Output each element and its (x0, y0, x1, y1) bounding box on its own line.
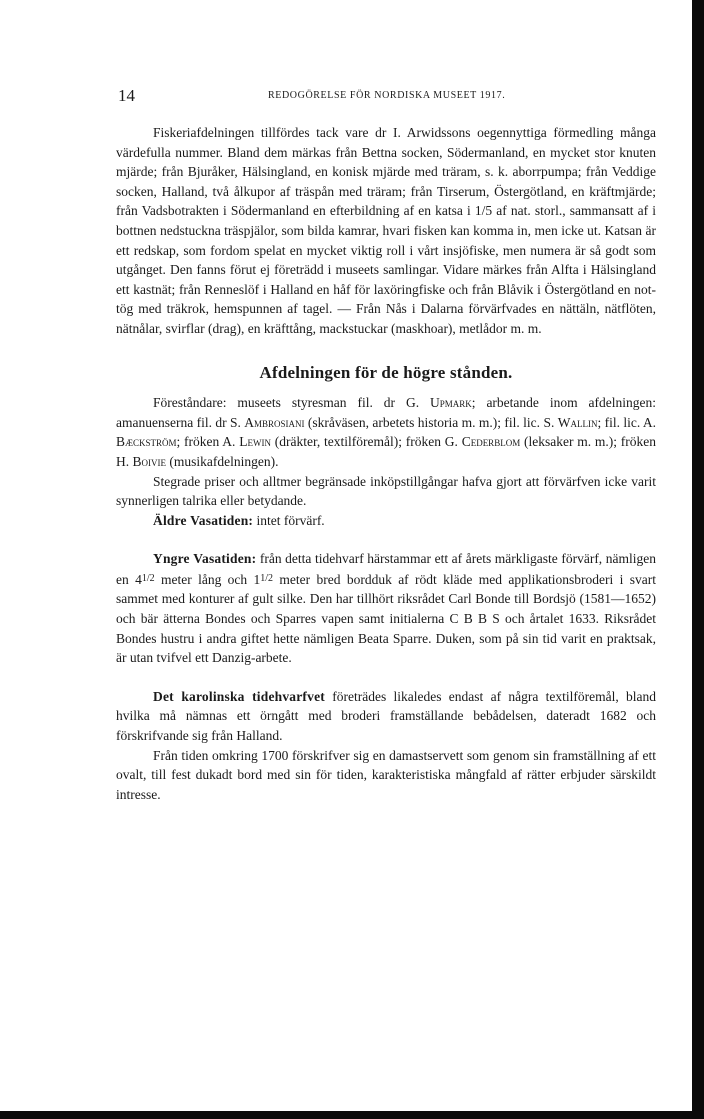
section-gap (116, 668, 656, 687)
damask-paragraph: Från tiden omkring 1700 förskrifver sig en damastservett som genom sin framställning af ett ovalt, till fest dukadt bord med sin för tiden, karakteristiska mångfald af rätter erbjuder särskildt intresse. (116, 747, 656, 802)
older-vasa-label: Äldre Vasatiden: (153, 512, 254, 528)
staff-text-4: ; fil. lic. A. (597, 414, 656, 430)
page-header (118, 86, 658, 108)
staff-text-6: (dräkter, textilföremål); fröken G. (270, 434, 462, 450)
scan-edge-right (692, 0, 704, 1119)
running-head: REDOGÖRELSE FÖR NORDISKA MUSEET 1917. (268, 90, 506, 101)
page-body (116, 123, 656, 804)
scan-edge-bottom (0, 1111, 704, 1119)
younger-vasa-paragraph (116, 549, 656, 668)
staff-name-baeckstrom: Bæckström (116, 434, 177, 450)
staff-name-ambrosiani: Ambrosiani (244, 414, 305, 430)
staff-paragraph (116, 393, 656, 471)
fraction-half-length: 1/2 (141, 572, 155, 584)
staff-name-lewin: Lewin (239, 434, 271, 450)
staff-text-2: ; arbetande inom afdelningen: amanuenserna fil. dr S. (116, 395, 656, 430)
caroline-paragraph (116, 687, 656, 746)
younger-vasa-text-2: meter lång och 1 (154, 571, 261, 587)
staff-text-8: (musikafdelningen). (166, 453, 279, 469)
prices-paragraph: Stegrade priser och alltmer begränsade inköpstillgångar hafva gjort att förvärfven icke varit synnerligen talrika eller betydande. (116, 473, 656, 509)
staff-text-1: Föreståndare: museets styresman fil. dr G. (153, 395, 430, 411)
staff-name-cederblom: Cederblom (461, 434, 521, 450)
younger-vasa-text-3: meter bred bordduk af rödt kläde med applikationsbroderi i svart sammet med konturer af gult silke. Den har tillhört riksrådet Carl Bonde till Bordsjö (1581—1652) och bär ätterna Bondes och Sparres vapen samt initialerna C B B S och årtalet 1633. Riksrådet Bondes hustru i andra giftet hette nämligen Beata Sparre. Duken, som på sin tid varit en praktsak, är utan tvifvel ett Danzig-arbete. (116, 571, 656, 666)
page-number: 14 (118, 86, 135, 105)
caroline-label: Det karolinska tidehvarfvet (153, 688, 325, 704)
fishing-paragraph: Fiskeriafdelningen tillfördes tack vare dr I. Arwidssons oegennyttiga förmedling många värdefulla nummer. Bland dem märkas från Bettna socken, Södermanland, en mycket stor knuten mjärde; från Bjuråker, Hälsingland, en konisk mjärde med träram, s. k. aborrpumpa; från Veddige socken, Halland, två ålkupor af träspån med träram; från Tirserum, Östergötland, en kräftmjärde; från Vadsbotrakten i Södermanland en efterbildning af en katsa i 1/5 af nat. storl., sammansatt af i bottnen nedstuckna träspjälor, som bilda kamrar, hvari fisken kan komma in, men icke ut. Katsan är ett redskap, som fordom spelat en mycket viktig roll i vårt insjöfiske, men numera är så godt som utgånget. Den fanns förut ej företrädd i museets samlingar. Vidare märkes från Alfta i Hälsingland ett kastnät; från Renneslöf i Halland en håf för laxöringfiske och från Blåvik i Östergötland en not-tög med träkrok, hemspunnen af tagel. — Från Nås i Dalarna förvärfvades en nättäln, nätflöten, nätnålar, svirflar (drag), en kräfttång, mackstuckar (maskhoar), metlådor m. m. (116, 125, 656, 336)
younger-vasa-label: Yngre Vasatiden: (153, 551, 257, 567)
staff-name-boivie: Boivie (132, 453, 166, 469)
older-vasa-paragraph (116, 511, 656, 531)
section-gap (116, 530, 656, 549)
staff-text-7: (leksaker m. m.); fröken H. (116, 434, 656, 469)
caroline-text: företrädes likaledes endast af några textilföremål, bland hvilka må nämnas ett örngått med broderi framställande bebådelsen, dateradt 1682 och förskrifvande sig från Halland. (116, 688, 656, 744)
staff-name-upmark: Upmark (430, 395, 472, 411)
section-heading: Afdelningen för de högre stånden. (259, 362, 513, 382)
older-vasa-text: intet förvärf. (253, 512, 325, 528)
younger-vasa-text-1: från detta tidehvarf härstammar ett af årets märkligaste förvärf, nämligen en 4 (116, 551, 656, 587)
fraction-half-width: 1/2 (260, 572, 274, 584)
staff-text-3: (skråväsen, arbetets historia m. m.); fil. lic. S. (304, 414, 558, 430)
staff-name-wallin: Wallin (557, 414, 598, 430)
staff-text-5: ; fröken A. (176, 434, 240, 450)
